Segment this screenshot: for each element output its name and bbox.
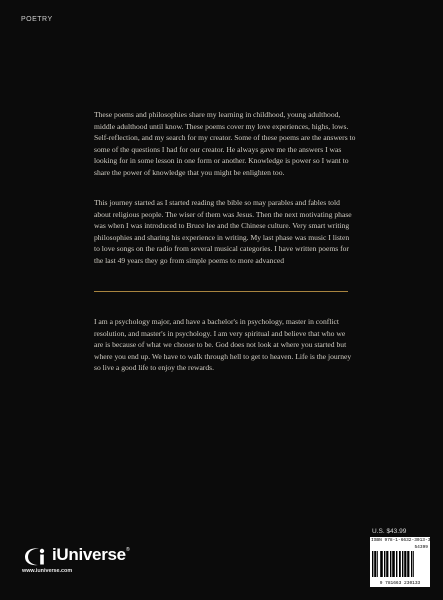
genre-label: POETRY bbox=[21, 16, 53, 23]
barcode-bars bbox=[372, 551, 414, 577]
author-bio: I am a psychology major, and have a bachelor's in psychology, master in conflict resolution, and master's in psychology. I am very spiritual and believe that who we are is because of what we choose to be. God does not look at where you started but where you end up. We have to walk through hell to get to heaven. Life is the journey so live a good life to enjoy the rewards. bbox=[94, 317, 352, 373]
isbn-barcode bbox=[370, 537, 430, 587]
blurb-paragraph-2: This journey started as I started reading the bible so may parables and fables told about religious people. The wiser of them was Jesus. Then the next motivating phase was when I was introduced to Bruce lee and the Chinese culture. Very smart writing philosophies and sharing his experience in writing. My last phase was music I listen to love songs on the radio from several musical categories. I have written poems for the last 49 years they go from simple poems to more advanced bbox=[94, 198, 352, 265]
price-code: 54399 bbox=[414, 545, 428, 550]
publisher-url: www.iuniverse.com bbox=[22, 568, 73, 574]
ean-number: 9 781663 230133 bbox=[379, 581, 421, 586]
publisher-logo bbox=[22, 545, 132, 585]
isbn-number: ISBN 978-1-6632-3013-3 bbox=[371, 538, 431, 543]
publisher-name: iUniverse bbox=[52, 545, 126, 564]
gold-divider bbox=[94, 291, 348, 292]
iuniverse-swoosh-icon bbox=[22, 546, 50, 568]
price-label: U.S. $43.99 bbox=[372, 528, 407, 535]
blurb-paragraph-1: These poems and philosophies share my learning in childhood, young adulthood, middle adulthood until know. These poems cover my love experiences, highs, lows. Self-reflection, and my search for my creator. Some of these poems are the answers to some of the questions I had for our creator. He always gave me the answers I was looking for in some lesson in one form or another. Knowledge is power so I want to share the power of knowledge that you might be enlighten too. bbox=[94, 110, 356, 177]
registered-mark: ® bbox=[126, 547, 130, 553]
